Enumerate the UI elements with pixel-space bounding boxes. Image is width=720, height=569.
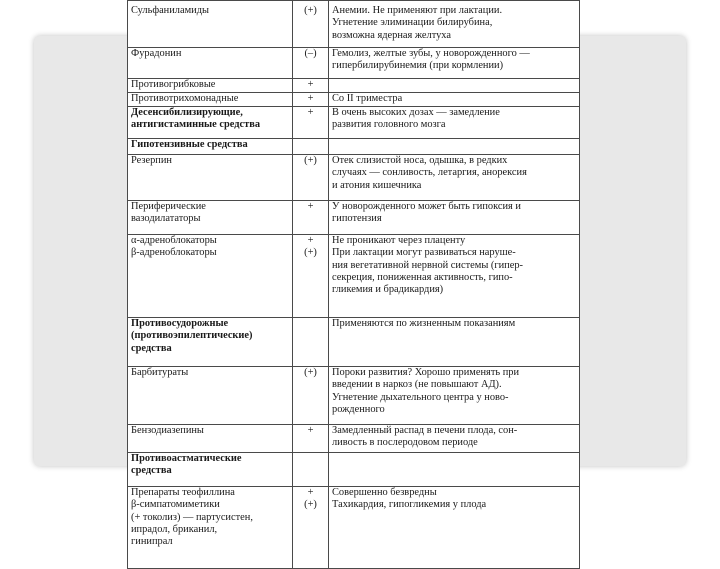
effect-description-cell: Пороки развития? Хорошо применять при введении в наркоз (не повышают АД). Угнетение дыхательного центра у ново- рожденного bbox=[329, 367, 580, 425]
drug-name-cell: Резерпин bbox=[128, 155, 293, 201]
table-row bbox=[128, 48, 580, 79]
drug-name-cell: Противогрибковые bbox=[128, 79, 293, 93]
table-row bbox=[128, 235, 580, 318]
compatibility-mark-cell: + bbox=[293, 107, 329, 139]
drug-name-cell: Фурадонин bbox=[128, 48, 293, 79]
table-row bbox=[128, 139, 580, 155]
drug-name-cell: Противоастматические средства bbox=[128, 453, 293, 487]
compatibility-mark-cell: + bbox=[293, 93, 329, 107]
effect-description-cell: Со II триместра bbox=[329, 93, 580, 107]
drug-name-cell: Противотрихомонадные bbox=[128, 93, 293, 107]
compatibility-mark-cell: + bbox=[293, 79, 329, 93]
table-row bbox=[128, 318, 580, 367]
table-row bbox=[128, 1, 580, 48]
compatibility-mark-cell: + (+) bbox=[293, 487, 329, 569]
compatibility-mark-cell: (+) bbox=[293, 155, 329, 201]
compatibility-mark-cell: (–) bbox=[293, 48, 329, 79]
effect-description-cell bbox=[329, 139, 580, 155]
effect-description-cell: В очень высоких дозах — замедление развития головного мозга bbox=[329, 107, 580, 139]
effect-description-cell: Замедленный распад в печени плода, сон- ливость в послеродовом периоде bbox=[329, 425, 580, 453]
table-row bbox=[128, 425, 580, 453]
table-row bbox=[128, 107, 580, 139]
drug-effects-table bbox=[127, 0, 580, 569]
table-row bbox=[128, 79, 580, 93]
compatibility-mark-cell: + bbox=[293, 425, 329, 453]
effect-description-cell: Гемолиз, желтые зубы, у новорожденного — гипербилирубинемия (при кормлении) bbox=[329, 48, 580, 79]
compatibility-mark-cell: (+) bbox=[293, 1, 329, 48]
compatibility-mark-cell bbox=[293, 318, 329, 367]
compatibility-mark-cell: + bbox=[293, 201, 329, 235]
table-row bbox=[128, 93, 580, 107]
drug-name-cell: Барбитураты bbox=[128, 367, 293, 425]
table-row bbox=[128, 201, 580, 235]
compatibility-mark-cell: + (+) bbox=[293, 235, 329, 318]
effect-description-cell: У новорожденного может быть гипоксия и гипотензия bbox=[329, 201, 580, 235]
compatibility-mark-cell: (+) bbox=[293, 367, 329, 425]
effect-description-cell bbox=[329, 453, 580, 487]
drug-name-cell: Препараты теофиллина β-симпатомиметики (+ токолиз) — партусистен, ипрадол, бриканил, гинипрал bbox=[128, 487, 293, 569]
table-row bbox=[128, 155, 580, 201]
drug-name-cell: Гипотензивные средства bbox=[128, 139, 293, 155]
compatibility-mark-cell bbox=[293, 139, 329, 155]
drug-name-cell: Десенсибилизирующие, антигистаминные средства bbox=[128, 107, 293, 139]
drug-name-cell: α-адреноблокаторы β-адреноблокаторы bbox=[128, 235, 293, 318]
effect-description-cell: Применяются по жизненным показаниям bbox=[329, 318, 580, 367]
table-row bbox=[128, 453, 580, 487]
effect-description-cell bbox=[329, 79, 580, 93]
drug-name-cell: Бензодиазепины bbox=[128, 425, 293, 453]
drug-name-cell: Периферические вазодилататоры bbox=[128, 201, 293, 235]
table-row bbox=[128, 367, 580, 425]
drug-name-cell: Сульфаниламиды bbox=[128, 1, 293, 48]
table-body bbox=[128, 1, 580, 569]
table-row bbox=[128, 487, 580, 569]
effect-description-cell: Анемии. Не применяют при лактации. Угнетение элиминации билирубина, возможна ядерная желтуха bbox=[329, 1, 580, 48]
effect-description-cell: Отек слизистой носа, одышка, в редких случаях — сонливость, летаргия, анорексия и атония кишечника bbox=[329, 155, 580, 201]
document-page bbox=[127, 0, 579, 548]
effect-description-cell: Совершенно безвредны Тахикардия, гипогликемия у плода bbox=[329, 487, 580, 569]
effect-description-cell: Не проникают через плаценту При лактации могут развиваться наруше- ния вегетативной нервной системы (гипер- секреция, пониженная активность, гипо- гликемия и брадикардия) bbox=[329, 235, 580, 318]
drug-name-cell: Противосудорожные (противоэпилептические) средства bbox=[128, 318, 293, 367]
compatibility-mark-cell bbox=[293, 453, 329, 487]
